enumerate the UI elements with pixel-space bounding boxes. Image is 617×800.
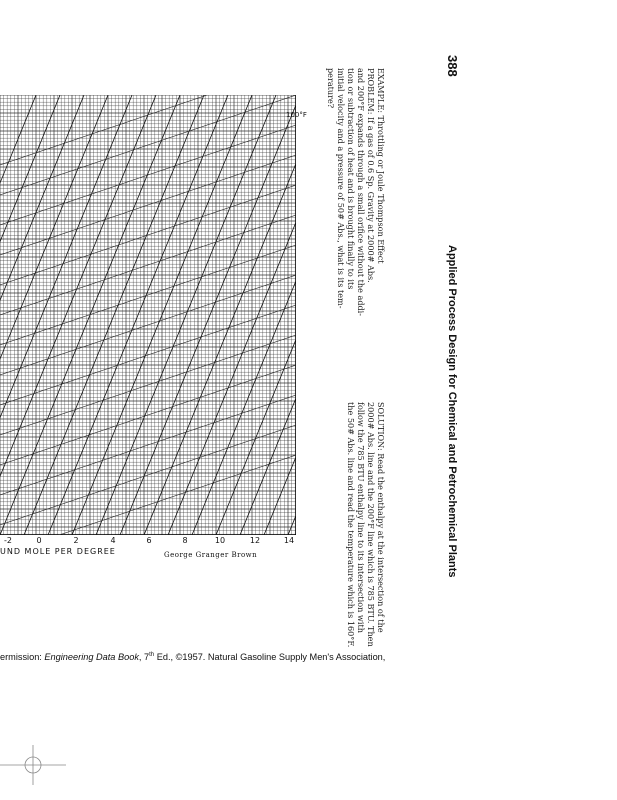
x-tick-label: 2 — [73, 536, 79, 545]
diagonal-curve — [192, 95, 296, 535]
enthalpy-chart — [0, 95, 296, 535]
example-line: PROBLEM: If a gas of 0.6 Sp. Gravity at 2000# Abs. — [366, 68, 376, 283]
diagonal-curve — [0, 95, 156, 535]
solution-text — [346, 402, 386, 648]
x-tick-label: -2 — [4, 536, 12, 545]
diagonal-curve — [216, 95, 296, 535]
x-tick-label: 6 — [146, 536, 152, 545]
diagonal-curve — [264, 95, 296, 535]
temperature-label: 100°F — [286, 111, 307, 119]
x-axis-title: UND MOLE PER DEGREE — [0, 547, 116, 556]
source-edition-sup: th — [149, 652, 155, 658]
solution-line: SOLUTION: Read the enthalpy at the intersection of the — [376, 402, 386, 633]
diagonal-curve — [48, 95, 228, 535]
solution-line: the 50# Abs. line and read the temperature which is 160°F. — [346, 402, 356, 648]
pressure-curve — [0, 125, 296, 225]
pressure-curve — [0, 425, 296, 525]
source-title: Engineering Data Book — [44, 652, 139, 663]
pressure-curve — [0, 215, 296, 315]
x-tick-label: 8 — [182, 536, 188, 545]
source-citation — [0, 652, 385, 662]
x-tick-label: 12 — [249, 536, 261, 545]
source-rest: Ed., ©1957. Natural Gasoline Supply Men's Association, — [154, 652, 386, 663]
book-title: Applied Process Design for Chemical and Petrochemical Plants — [446, 245, 458, 578]
pressure-curve — [0, 185, 296, 285]
diagonal-curve — [288, 95, 296, 535]
solution-line: 2000# Abs. line and the 200°F line which is 785 BTU. Then — [366, 402, 376, 647]
pressure-curve — [0, 365, 296, 465]
source-prefix: ermission: — [0, 652, 45, 663]
example-line: initial velocity and a pressure of 50# Abs., what is its tem- — [336, 68, 346, 309]
diagonal-curve — [120, 95, 296, 535]
chart-grid — [0, 95, 296, 535]
crop-mark-icon — [0, 745, 70, 785]
example-line: tion or subtraction of heat and is brought finally to its — [346, 68, 356, 290]
pressure-curve — [0, 155, 296, 255]
pressure-curve — [0, 95, 296, 195]
x-tick-label: 14 — [283, 536, 295, 545]
example-line: and 200°F expands through a small orifice without the addi- — [356, 68, 366, 317]
solution-line: follow the 785 BTU enthalpy line to its intersection with — [356, 402, 366, 633]
example-line: perature? — [326, 68, 336, 109]
x-tick-label: 4 — [110, 536, 116, 545]
diagonal-curve — [96, 95, 276, 535]
example-line: EXAMPLE: Throttling or Joule Thompson Effect — [376, 68, 386, 264]
x-tick-label: 0 — [36, 536, 42, 545]
example-text — [326, 68, 386, 398]
pressure-curve — [0, 395, 296, 495]
source-edition: , 7 — [138, 652, 150, 663]
chart-signature: George Granger Brown — [164, 551, 258, 559]
x-tick-label: 10 — [214, 536, 226, 545]
page-number: 388 — [445, 55, 460, 77]
